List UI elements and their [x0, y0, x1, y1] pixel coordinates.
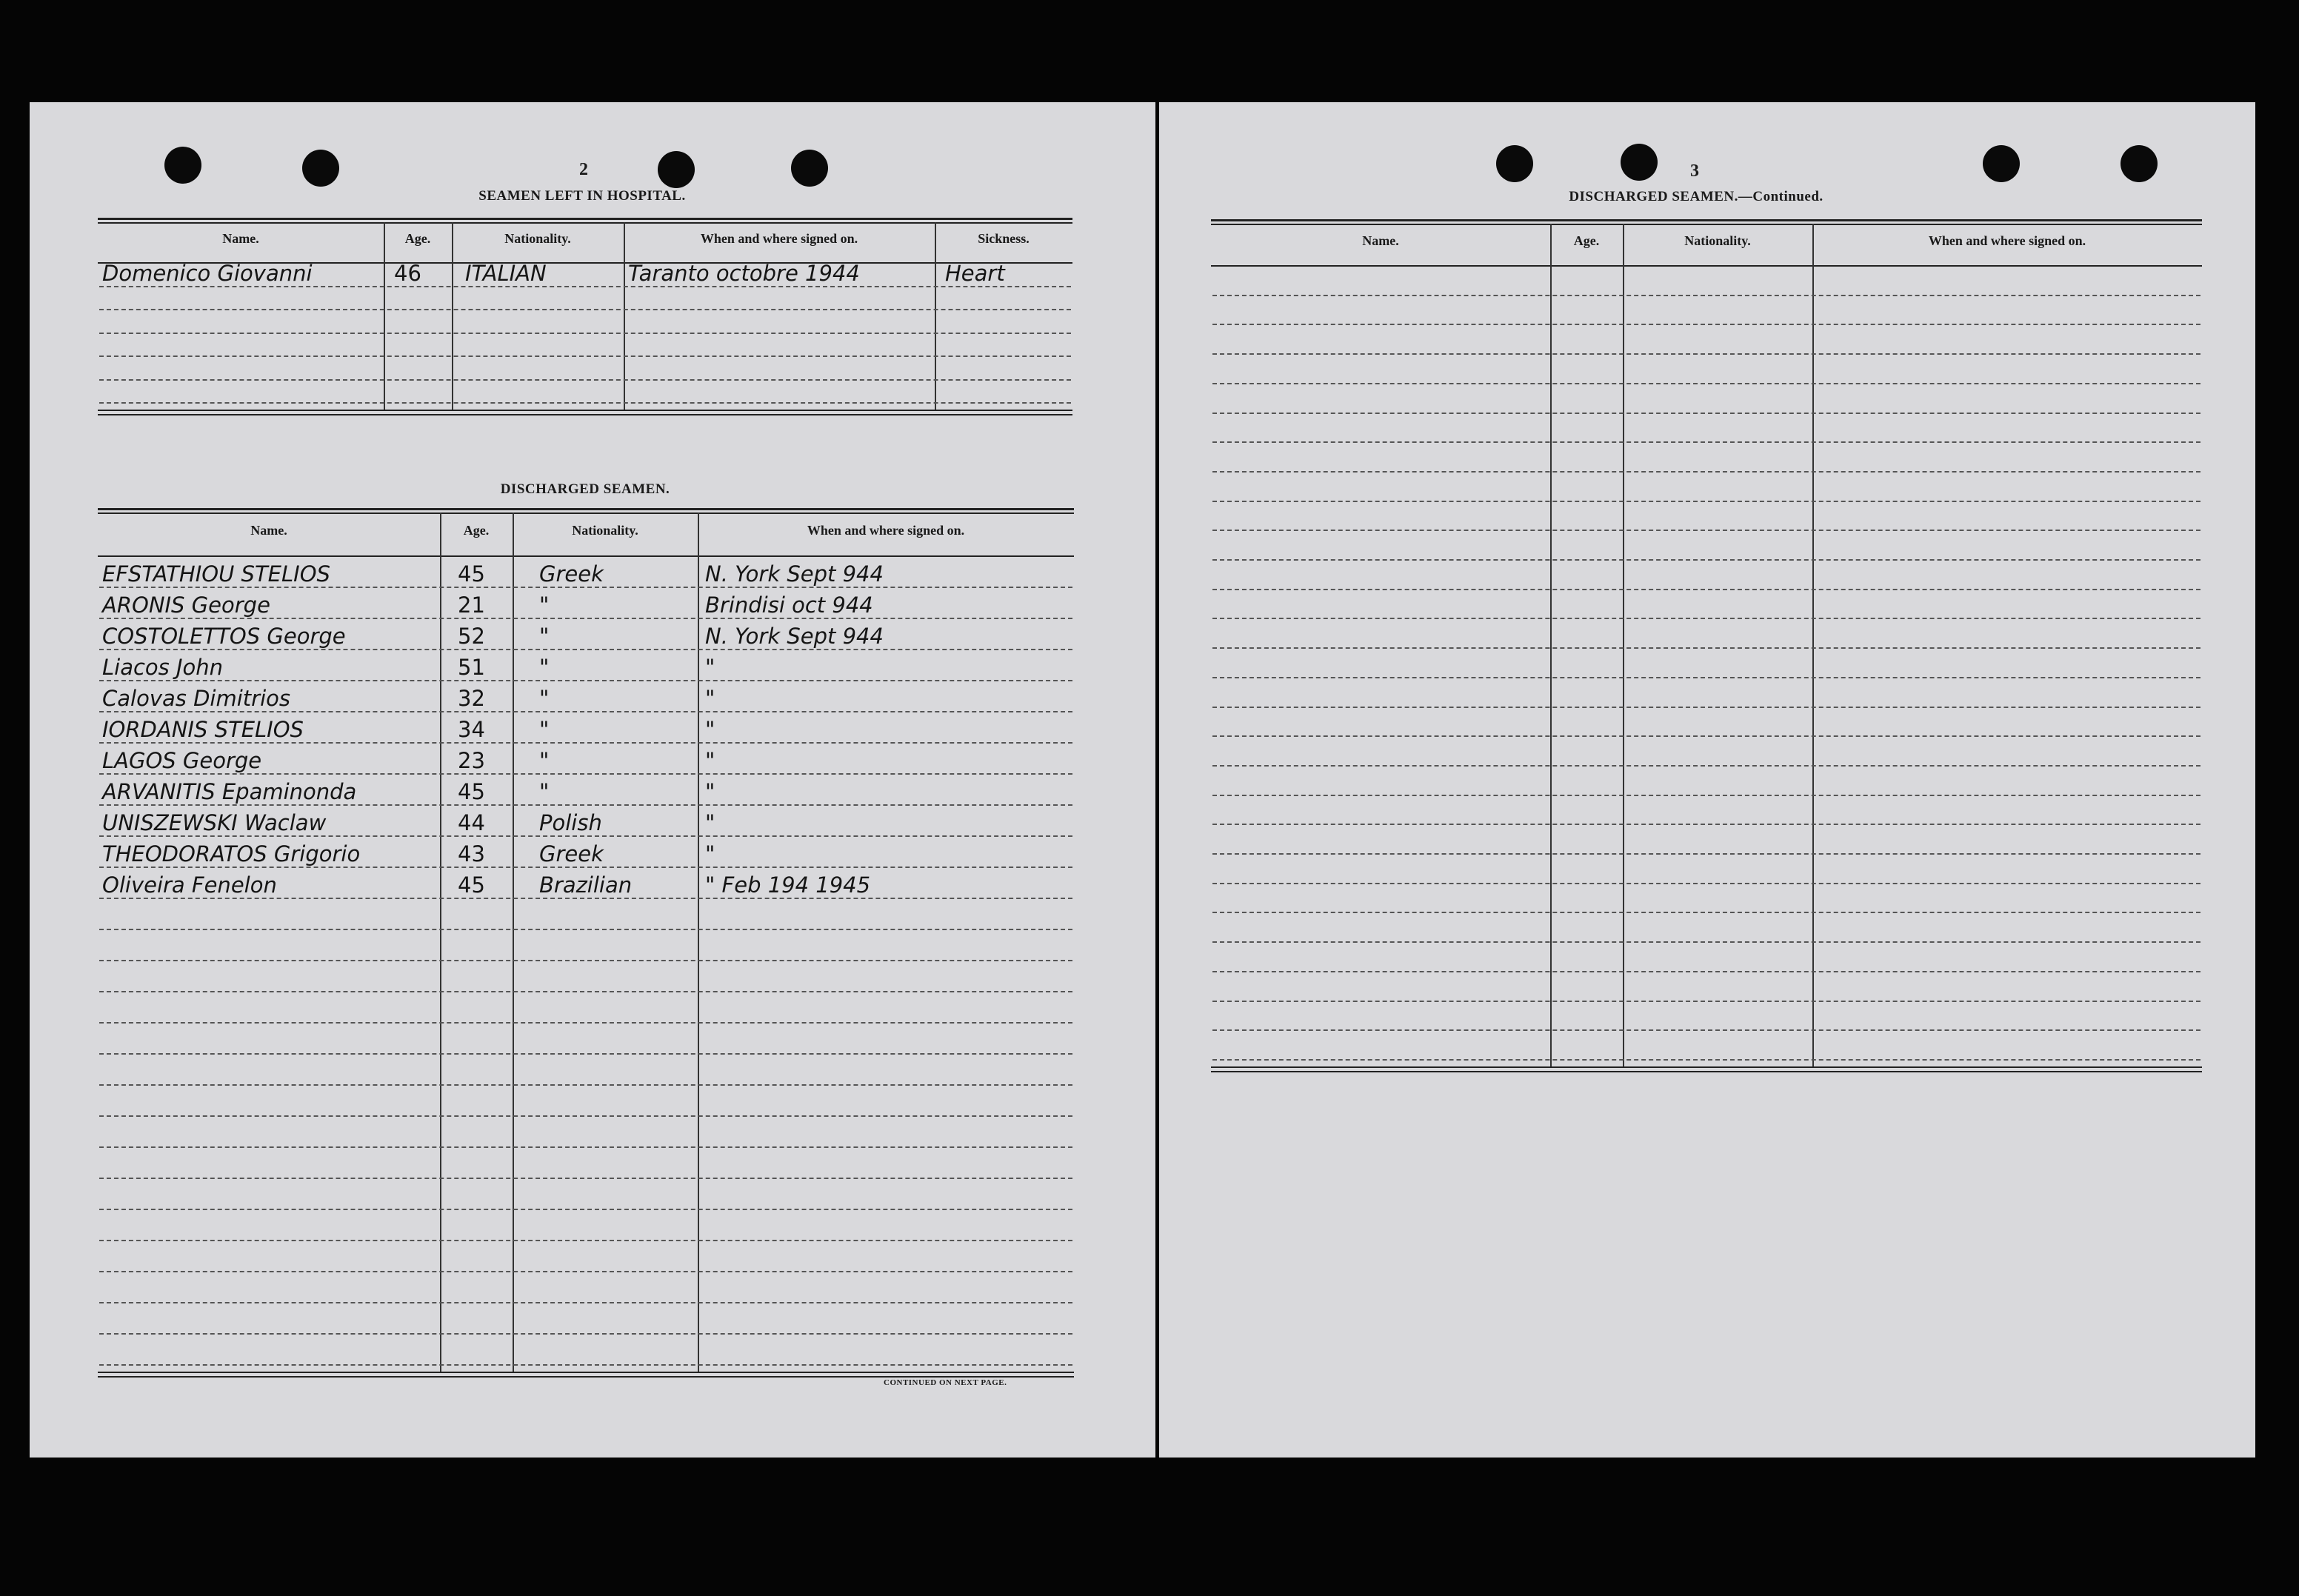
- row-line: [1212, 735, 2200, 737]
- cell-nationality: ": [539, 686, 550, 711]
- column-divider: [624, 222, 625, 410]
- row-line: [1212, 971, 2200, 972]
- punch-hole: [164, 147, 201, 184]
- left-page: [30, 102, 1155, 1458]
- table-bottom-rule: [98, 1372, 1074, 1373]
- row-line: [99, 1053, 1072, 1055]
- row-line: [99, 355, 1071, 357]
- row-line: [1212, 353, 2200, 355]
- row-line: [1212, 941, 2200, 943]
- cell-signed_on: ": [705, 841, 715, 867]
- table-bottom-rule: [1211, 1066, 2202, 1068]
- column-header: Age.: [404, 231, 431, 246]
- punch-hole: [1621, 144, 1658, 181]
- table-bottom-rule-inner: [1211, 1071, 2202, 1072]
- cell-age: 51: [458, 655, 485, 680]
- column-divider: [513, 512, 514, 1372]
- table-top-rule: [98, 218, 1072, 220]
- column-header: Nationality.: [504, 231, 571, 246]
- cell-age: 45: [458, 872, 485, 898]
- row-line: [99, 1302, 1072, 1303]
- cell-age: 52: [458, 624, 485, 649]
- row-line: [99, 1209, 1072, 1210]
- table-bottom-rule-inner: [98, 1376, 1074, 1378]
- row-line: [99, 1333, 1072, 1335]
- row-line: [1212, 530, 2200, 531]
- column-header: Nationality.: [1684, 233, 1751, 248]
- cell-signed_on: N. York Sept 944: [705, 624, 884, 649]
- column-header: Age.: [1573, 233, 1600, 248]
- row-line: [99, 1240, 1072, 1241]
- continued-footer: CONTINUED ON NEXT PAGE.: [884, 1378, 1007, 1387]
- column-divider: [698, 512, 699, 1372]
- cell-nationality: Greek: [539, 841, 604, 867]
- cell-name: ARONIS George: [102, 592, 270, 618]
- column-header: Name.: [222, 231, 259, 246]
- discharged-title: DISCHARGED SEAMEN.: [500, 481, 670, 497]
- row-line: [1212, 1059, 2200, 1061]
- row-line: [99, 1364, 1072, 1366]
- column-header: Name.: [250, 523, 287, 538]
- row-line: [99, 929, 1072, 930]
- cell-nationality: Greek: [539, 561, 604, 587]
- cell-name: Liacos John: [102, 655, 224, 680]
- column-divider: [452, 222, 453, 410]
- continued-title: DISCHARGED SEAMEN.—Continued.: [1569, 189, 1823, 204]
- cell-signed_on: ": [705, 655, 715, 680]
- row-line: [1212, 471, 2200, 473]
- row-line: [99, 867, 1072, 868]
- table-top-rule-inner: [98, 512, 1074, 514]
- column-divider: [1623, 224, 1624, 1066]
- row-line: [1212, 647, 2200, 649]
- column-header: When and where signed on.: [1928, 233, 2086, 248]
- cell-name: THEODORATOS Grigorio: [102, 841, 361, 867]
- column-header: When and where signed on.: [807, 523, 965, 538]
- punch-hole: [791, 150, 828, 187]
- row-line: [99, 1022, 1072, 1024]
- row-line: [99, 742, 1072, 744]
- page-number: 2: [579, 160, 588, 179]
- cell-name: Domenico Giovanni: [102, 260, 313, 286]
- column-divider: [384, 222, 385, 410]
- cell-name: ARVANITIS Epaminonda: [102, 779, 357, 804]
- row-line: [1212, 1001, 2200, 1002]
- cell-signed_on: Brindisi oct 944: [705, 592, 873, 618]
- row-line: [1212, 912, 2200, 913]
- cell-name: Oliveira Fenelon: [102, 872, 277, 898]
- row-line: [99, 618, 1072, 619]
- page-number: 3: [1690, 161, 1699, 181]
- table-top-rule: [1211, 219, 2202, 221]
- column-header: Nationality.: [572, 523, 638, 538]
- row-line: [99, 804, 1072, 806]
- cell-signed_on: ": [705, 748, 715, 773]
- row-line: [99, 333, 1071, 334]
- row-line: [99, 587, 1072, 588]
- row-line: [1212, 383, 2200, 384]
- table-top-rule-inner: [1211, 224, 2202, 225]
- row-line: [99, 1115, 1072, 1117]
- row-line: [1212, 618, 2200, 619]
- cell-signed_on: " Feb 194 1945: [705, 872, 871, 898]
- row-line: [1212, 824, 2200, 825]
- punch-hole: [302, 150, 339, 187]
- cell-nationality: ITALIAN: [465, 260, 547, 286]
- row-line: [1212, 707, 2200, 708]
- cell-age: 32: [458, 686, 485, 711]
- header-bottom-rule: [98, 555, 1074, 557]
- row-line: [99, 1146, 1072, 1148]
- row-line: [99, 991, 1072, 992]
- table-top-rule-inner: [98, 222, 1072, 224]
- cell-nationality: ": [539, 779, 550, 804]
- row-line: [99, 286, 1071, 287]
- cell-name: Calovas Dimitrios: [102, 686, 290, 711]
- column-divider: [440, 512, 441, 1372]
- cell-signed_on: Taranto octobre 1944: [628, 260, 860, 286]
- table-bottom-rule-inner: [98, 414, 1072, 415]
- row-line: [1212, 559, 2200, 561]
- row-line: [1212, 295, 2200, 296]
- row-line: [1212, 441, 2200, 443]
- row-line: [99, 1271, 1072, 1272]
- row-line: [1212, 765, 2200, 767]
- column-header: Age.: [463, 523, 490, 538]
- column-divider: [1550, 224, 1552, 1066]
- row-line: [99, 649, 1072, 650]
- cell-name: LAGOS George: [102, 748, 262, 773]
- cell-signed_on: ": [705, 717, 715, 742]
- punch-hole: [1983, 145, 2020, 182]
- punch-hole: [2121, 145, 2158, 182]
- cell-name: IORDANIS STELIOS: [102, 717, 304, 742]
- row-line: [1212, 853, 2200, 855]
- row-line: [99, 1178, 1072, 1179]
- punch-hole: [658, 151, 695, 188]
- column-header: Name.: [1362, 233, 1399, 248]
- cell-age: 45: [458, 561, 485, 587]
- table-bottom-rule: [98, 410, 1072, 411]
- cell-name: UNISZEWSKI Waclaw: [102, 810, 327, 835]
- row-line: [1212, 883, 2200, 884]
- cell-age: 46: [394, 260, 421, 286]
- cell-nationality: ": [539, 624, 550, 649]
- cell-nationality: Polish: [539, 810, 602, 835]
- row-line: [99, 898, 1072, 899]
- row-line: [99, 835, 1072, 837]
- cell-age: 23: [458, 748, 485, 773]
- row-line: [99, 960, 1072, 961]
- cell-name: EFSTATHIOU STELIOS: [102, 561, 330, 587]
- cell-signed_on: ": [705, 810, 715, 835]
- column-header: Sickness.: [978, 231, 1030, 246]
- column-header: When and where signed on.: [700, 231, 858, 246]
- cell-nationality: ": [539, 655, 550, 680]
- cell-name: COSTOLETTOS George: [102, 624, 346, 649]
- cell-signed_on: ": [705, 686, 715, 711]
- hospital-title: SEAMEN LEFT IN HOSPITAL.: [478, 188, 686, 204]
- row-line: [99, 711, 1072, 712]
- table-top-rule: [98, 508, 1074, 510]
- cell-nationality: Brazilian: [539, 872, 633, 898]
- cell-nationality: ": [539, 717, 550, 742]
- cell-signed_on: N. York Sept 944: [705, 561, 884, 587]
- cell-age: 34: [458, 717, 485, 742]
- row-line: [99, 309, 1071, 310]
- row-line: [99, 773, 1072, 775]
- cell-nationality: ": [539, 748, 550, 773]
- row-line: [1212, 589, 2200, 590]
- cell-age: 21: [458, 592, 485, 618]
- cell-age: 44: [458, 810, 485, 835]
- cell-signed_on: ": [705, 779, 715, 804]
- row-line: [99, 402, 1071, 404]
- row-line: [1212, 413, 2200, 414]
- punch-hole: [1496, 145, 1533, 182]
- row-line: [99, 680, 1072, 681]
- right-page: [1159, 102, 2255, 1458]
- header-bottom-rule: [1211, 265, 2202, 267]
- row-line: [1212, 677, 2200, 678]
- row-line: [1212, 1029, 2200, 1031]
- row-line: [99, 1084, 1072, 1086]
- row-line: [99, 379, 1071, 381]
- row-line: [1212, 324, 2200, 325]
- cell-sickness: Heart: [945, 260, 1005, 286]
- row-line: [1212, 795, 2200, 796]
- cell-nationality: ": [539, 592, 550, 618]
- column-divider: [1812, 224, 1814, 1066]
- cell-age: 43: [458, 841, 485, 867]
- row-line: [1212, 501, 2200, 502]
- cell-age: 45: [458, 779, 485, 804]
- column-divider: [935, 222, 936, 410]
